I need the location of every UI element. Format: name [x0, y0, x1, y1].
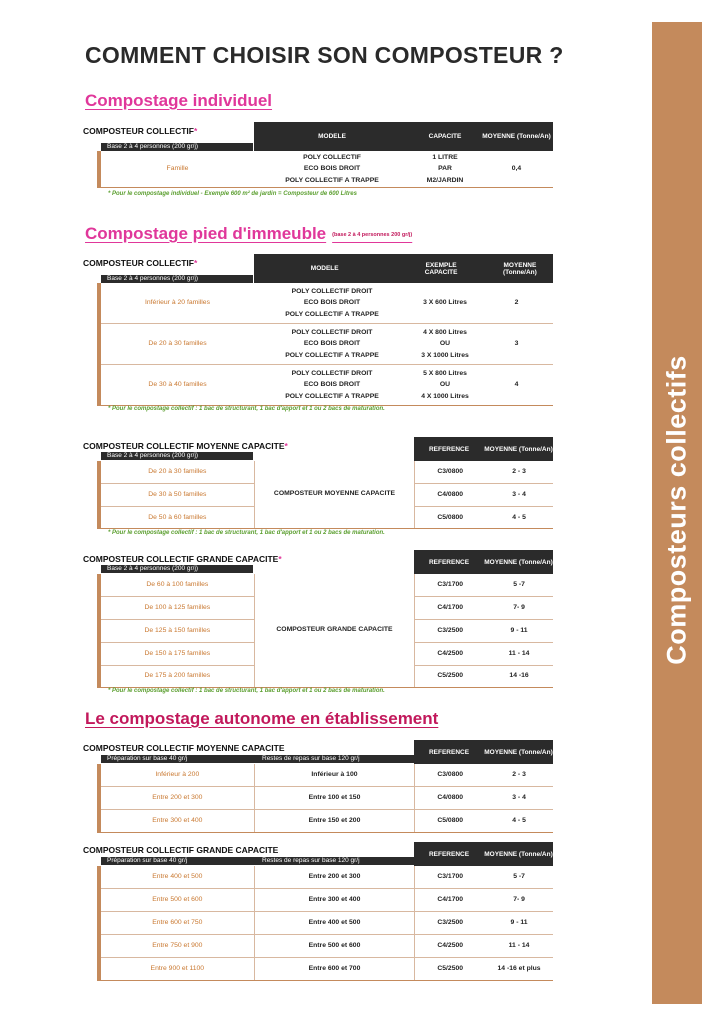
table-row	[101, 764, 553, 786]
table-row	[101, 957, 553, 980]
header-moyenne: MOYENNE (Tonne/An)	[484, 445, 553, 453]
table-body	[97, 574, 553, 688]
cell-category: De 30 à 50 familles	[101, 483, 254, 506]
cell-restes: Entre 600 et 700	[254, 958, 415, 980]
cell-average: 14 -16	[485, 665, 553, 687]
header-moyenne: MOYENNE (Tonne/An)	[484, 850, 553, 858]
cell-average: 4 - 5	[512, 816, 526, 824]
footnote: * Pour le compostage collectif : 1 bac de structurant, 1 bac d'apport et 1 ou 2 bacs de maturation.	[108, 530, 385, 536]
block-title: COMPOSTEUR COLLECTIF MOYENNE CAPACITE*	[83, 441, 288, 451]
cell-restes: Inférieur à 100	[254, 764, 415, 786]
table-header	[254, 254, 553, 283]
cell-preparation: Entre 600 et 750	[152, 918, 203, 926]
block-title: COMPOSTEUR COLLECTIF MOYENNE CAPACITE	[83, 743, 285, 753]
cell-models: POLY COLLECTIF ECO BOIS DROIT POLY COLLECTIF A TRAPPE	[285, 153, 379, 184]
cell-model: COMPOSTEUR MOYENNE CAPACITE	[254, 461, 415, 528]
section-title-pied-immeuble: Compostage pied d'immeuble (base 2 à 4 personnes 200 gr/j)	[85, 224, 413, 243]
table-body	[97, 283, 553, 406]
cell-category: De 100 à 125 familles	[101, 596, 254, 619]
cell-average: 3 - 4	[485, 483, 553, 506]
cell-category: De 20 à 30 familles	[148, 467, 207, 475]
block-title: COMPOSTEUR COLLECTIF GRANDE CAPACITE	[83, 845, 279, 855]
table-header	[414, 550, 553, 574]
cell-reference: C3/1700	[414, 866, 485, 888]
table-header	[414, 740, 553, 764]
cell-reference: C4/1700	[415, 596, 485, 619]
cell-reference: C5/2500	[414, 958, 485, 980]
block-title: COMPOSTEUR COLLECTIF GRANDE CAPACITE*	[83, 554, 282, 564]
block-moyenne-capacite	[83, 437, 553, 529]
cell-average: 0,4	[511, 164, 522, 172]
cell-average: 4 - 5	[485, 506, 553, 529]
header-modele: MODELE	[318, 133, 346, 140]
cell-reference: C3/0800	[437, 467, 464, 475]
table-row	[101, 911, 553, 934]
cell-reference: C4/0800	[415, 483, 485, 506]
table-header	[414, 437, 553, 461]
cell-average: 11 - 14	[485, 642, 553, 665]
header-moyenne: MOYENNE (Tonne/An)	[484, 558, 553, 566]
table-body	[97, 151, 553, 188]
header-capacite: CAPACITE	[428, 133, 462, 140]
cell-capacity: 3 X 600 Litres	[423, 299, 467, 307]
cell-reference: C5/0800	[415, 506, 485, 529]
cell-preparation: Entre 400 et 500	[152, 872, 203, 880]
cell-models: POLY COLLECTIF DROIT ECO BOIS DROIT POLY COLLECTIF A TRAPPE	[285, 369, 379, 400]
table-row	[101, 809, 553, 832]
cell-capacity: 5 X 800 Litres OU 4 X 1000 Litres	[421, 369, 469, 400]
section-title-individuel: Compostage individuel	[85, 91, 273, 110]
table-row	[101, 283, 553, 323]
header-moyenne: MOYENNE (Tonne/An)	[484, 748, 553, 756]
cell-reference: C4/1700	[414, 889, 485, 911]
cell-category: Famille	[166, 164, 189, 172]
cell-category: De 30 à 40 familles	[148, 380, 207, 388]
block-title: COMPOSTEUR COLLECTIF*	[83, 126, 198, 136]
base-bar: Base 2 à 4 personnes (200 gr/j)	[101, 565, 253, 573]
cell-category: De 175 à 200 familles	[101, 665, 254, 687]
base-bar-restes: Restes de repas sur base 120 gr/j	[256, 857, 414, 865]
cell-category: De 60 à 100 familles	[146, 580, 209, 588]
header-moyenne: MOYENNE (Tonne/An)	[502, 261, 537, 276]
cell-category: De 50 à 60 familles	[101, 506, 254, 529]
cell-preparation: Entre 750 et 900	[152, 941, 203, 949]
table-row	[101, 151, 553, 187]
cell-preparation: Entre 300 et 400	[152, 816, 203, 824]
footnote: * Pour le compostage collectif : 1 bac de structurant, 1 bac d'apport et 1 ou 2 bacs de maturation.	[108, 406, 385, 412]
cell-reference: C5/0800	[414, 810, 485, 832]
table-row	[101, 364, 553, 405]
table-row	[101, 934, 553, 957]
page-title: COMMENT CHOISIR SON COMPOSTEUR ?	[85, 42, 564, 68]
cell-average: 3 - 4	[512, 793, 526, 801]
block-grande-capacite	[83, 550, 553, 690]
cell-average: 3	[514, 339, 519, 347]
cell-category: Inférieur à 20 familles	[145, 298, 210, 306]
cell-category: De 150 à 175 familles	[101, 642, 254, 665]
base-bar-preparation: Préparation sur base 40 gr/j	[101, 755, 257, 763]
base-bar-restes: Restes de repas sur base 120 gr/j	[256, 755, 414, 763]
cell-restes: Entre 100 et 150	[254, 787, 415, 809]
header-moyenne: MOYENNE (Tonne/An)	[482, 133, 551, 140]
cell-reference: C3/2500	[415, 619, 485, 642]
base-bar: Base 2 à 4 personnes (200 gr/j)	[101, 452, 253, 460]
cell-average: 5 -7	[513, 580, 525, 588]
cell-category: De 125 à 150 familles	[101, 619, 254, 642]
cell-restes: Entre 500 et 600	[254, 935, 415, 957]
cell-average: 2 - 3	[512, 467, 526, 475]
cell-capacity: 1 LITRE PAR M2/JARDIN	[426, 153, 464, 184]
cell-category: De 20 à 30 familles	[148, 339, 207, 347]
cell-average: 9 - 11	[510, 918, 528, 926]
footnote: * Pour le compostage individuel - Exemple 600 m² de jardin = Composteur de 600 Litres	[108, 191, 357, 197]
cell-reference: C3/0800	[414, 764, 485, 786]
cell-average: 14 -16 et plus	[497, 964, 541, 972]
table-body	[97, 764, 553, 833]
block-etablissement-moyenne	[83, 740, 553, 832]
table-header	[414, 842, 553, 866]
header-reference: REFERENCE	[428, 445, 470, 453]
cell-models: POLY COLLECTIF DROIT ECO BOIS DROIT POLY COLLECTIF A TRAPPE	[285, 328, 379, 359]
cell-restes: Entre 300 et 400	[254, 889, 415, 911]
table-row	[101, 786, 553, 809]
table-body	[97, 461, 553, 529]
table-row	[101, 323, 553, 364]
cell-preparation: Entre 200 et 300	[152, 793, 203, 801]
footnote: * Pour le compostage collectif : 1 bac de structurant, 1 bac d'apport et 1 ou 2 bacs de maturation.	[108, 688, 385, 694]
cell-average: 2	[514, 298, 519, 306]
cell-reference: C4/0800	[414, 787, 485, 809]
base-bar: Base 2 à 4 personnes (200 gr/j)	[101, 275, 253, 283]
cell-preparation: Entre 500 et 600	[152, 895, 203, 903]
cell-model: COMPOSTEUR GRANDE CAPACITE	[254, 574, 415, 687]
cell-restes: Entre 150 et 200	[254, 810, 415, 832]
cell-average: 7- 9	[513, 895, 525, 903]
cell-preparation: Entre 900 et 1100	[150, 964, 205, 972]
block-title: COMPOSTEUR COLLECTIF*	[83, 258, 198, 268]
table-row	[101, 888, 553, 911]
header-exemple-capacite: EXEMPLE CAPACITE	[424, 261, 458, 276]
block-pied-immeuble	[83, 254, 553, 409]
cell-average: 7- 9	[485, 596, 553, 619]
cell-restes: Entre 400 et 500	[254, 912, 415, 934]
section-title-etablissement: Le compostage autonome en établissement	[85, 709, 439, 728]
sidebar-label: Composteurs collectifs	[661, 355, 692, 665]
table-header	[254, 122, 553, 151]
cell-capacity: 4 X 800 Litres OU 3 X 1000 Litres	[421, 328, 469, 359]
cell-reference: C3/1700	[437, 580, 464, 588]
cell-average: 9 - 11	[485, 619, 553, 642]
cell-reference: C4/2500	[414, 935, 485, 957]
base-bar-preparation: Préparation sur base 40 gr/j	[101, 857, 257, 865]
header-modele: MODELE	[310, 265, 339, 272]
table-row	[101, 866, 553, 888]
cell-reference: C4/2500	[415, 642, 485, 665]
cell-preparation: Inférieur à 200	[155, 770, 200, 778]
cell-models: POLY COLLECTIF DROIT ECO BOIS DROIT POLY COLLECTIF A TRAPPE	[285, 287, 379, 318]
table-body	[97, 866, 553, 981]
base-bar: Base 2 à 4 personnes (200 gr/j)	[101, 143, 253, 151]
block-etablissement-grande	[83, 842, 553, 982]
cell-average: 4	[514, 380, 519, 388]
header-reference: REFERENCE	[428, 748, 470, 756]
cell-average: 2 - 3	[512, 770, 526, 778]
cell-average: 11 - 14	[508, 941, 530, 949]
cell-reference: C5/2500	[415, 665, 485, 687]
cell-average: 5 -7	[513, 872, 525, 880]
cell-restes: Entre 200 et 300	[254, 866, 415, 888]
header-reference: REFERENCE	[428, 558, 470, 566]
block-composteur-individuel	[83, 122, 553, 202]
header-reference: REFERENCE	[428, 850, 470, 858]
cell-reference: C3/2500	[414, 912, 485, 934]
